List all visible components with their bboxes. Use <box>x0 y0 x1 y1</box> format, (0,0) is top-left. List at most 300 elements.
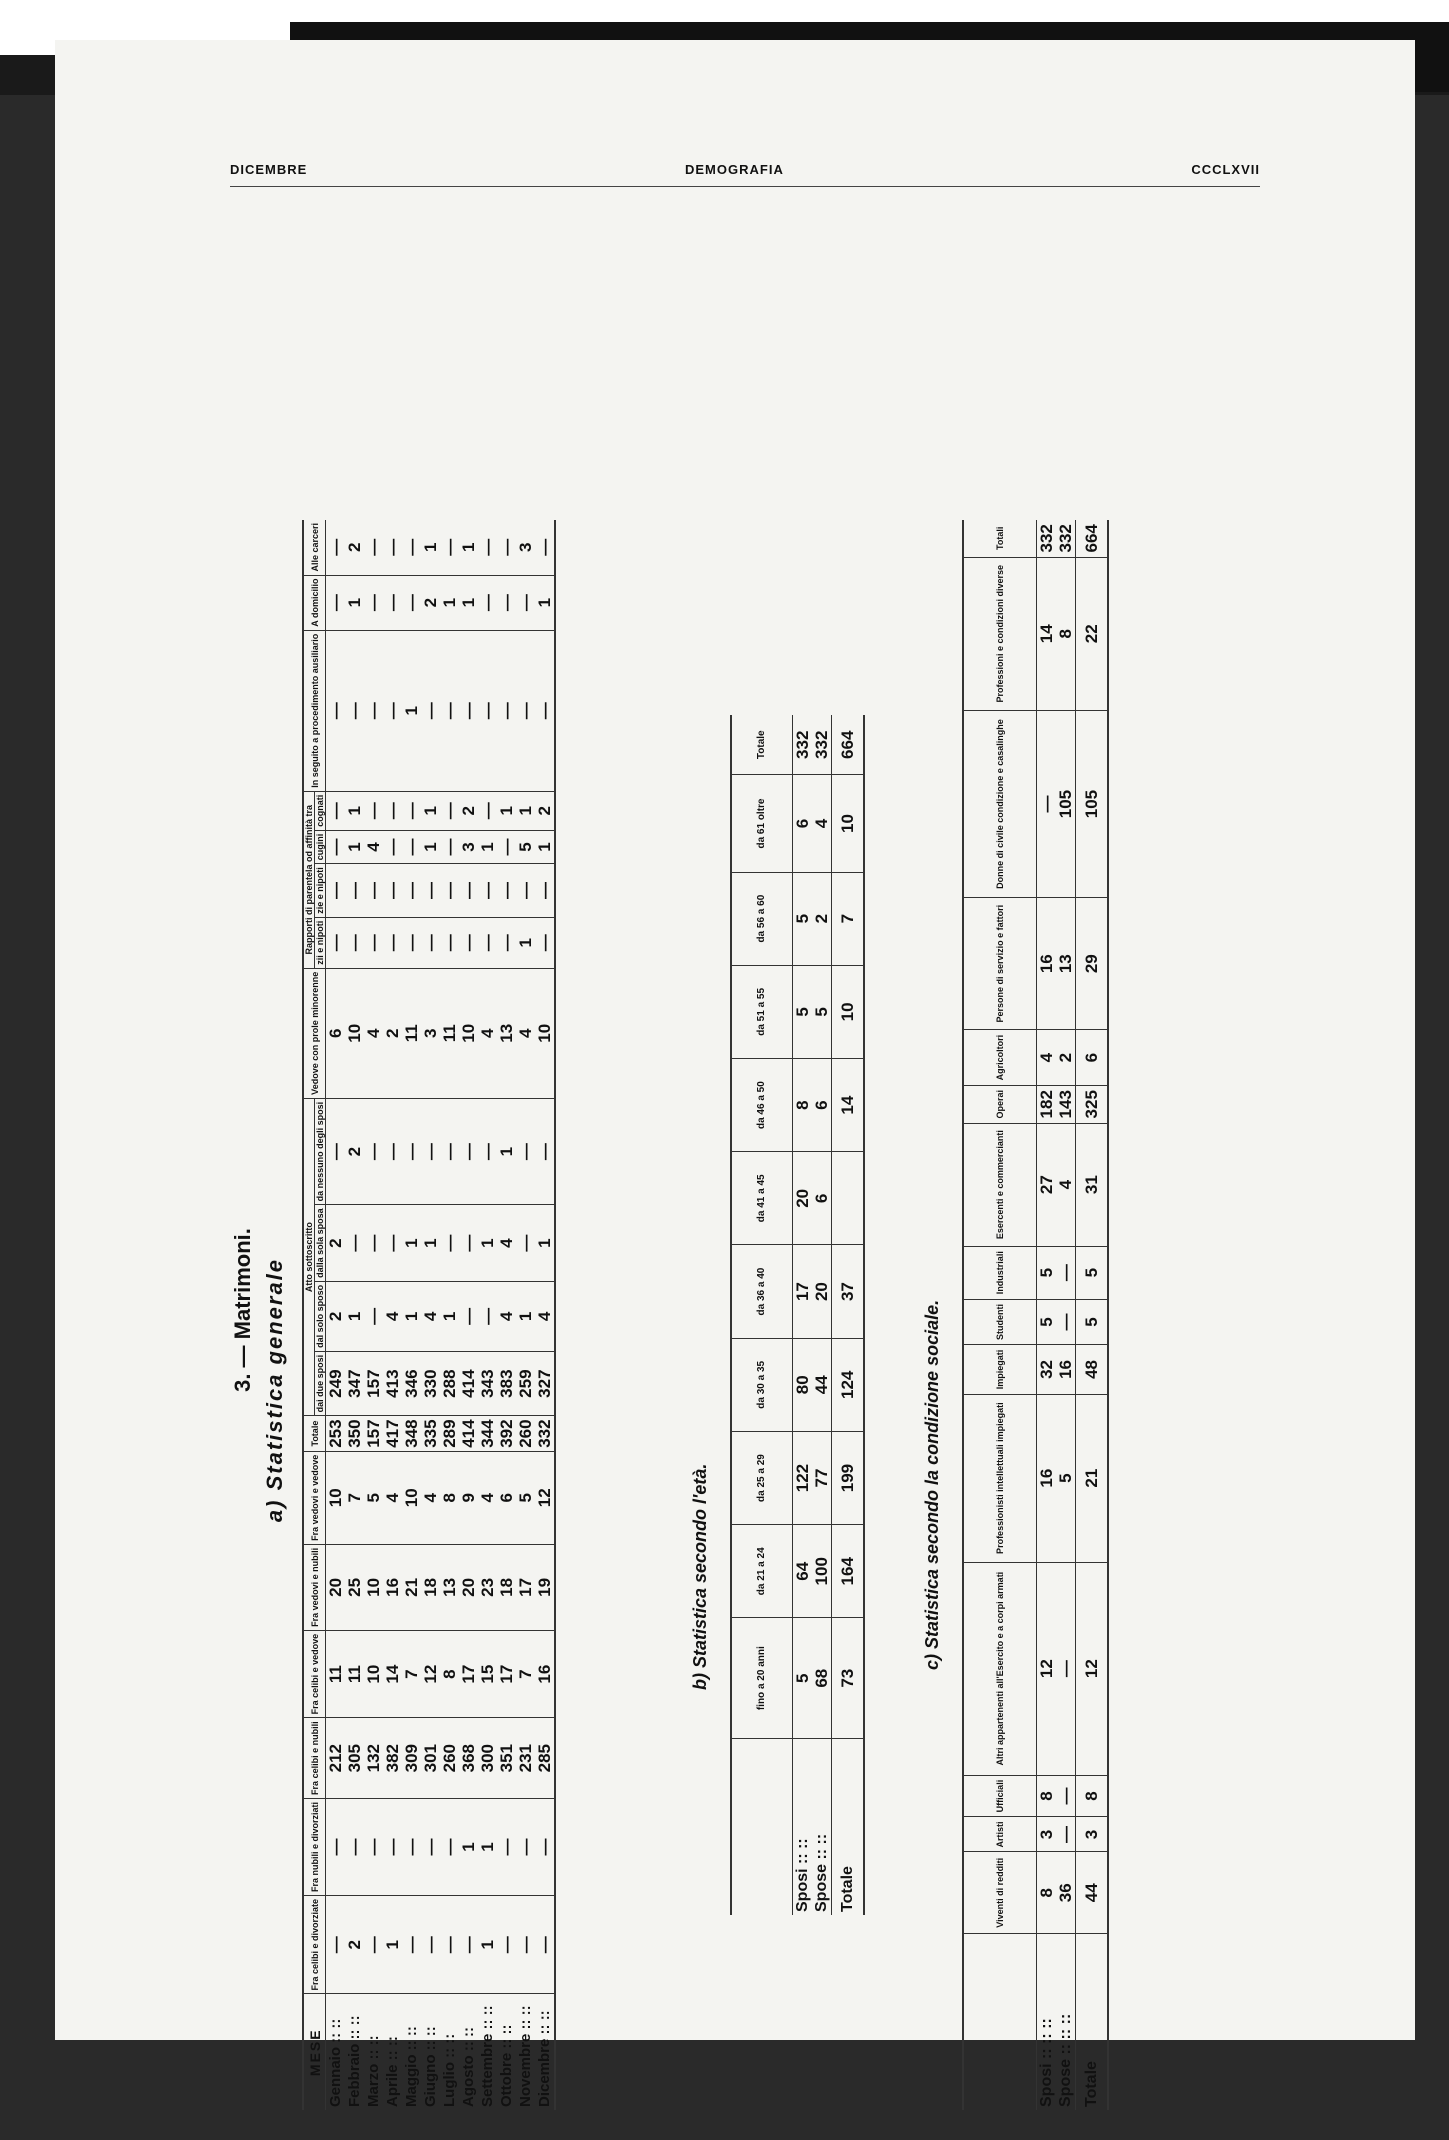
month-cell: Aprile :: :: <box>384 2036 401 2107</box>
value-cell: 10 <box>535 968 555 1098</box>
value-cell: 5 <box>812 965 832 1058</box>
value-cell: 4 <box>383 1451 402 1544</box>
value-cell: 157 <box>364 1416 383 1451</box>
value-cell: 1 <box>459 520 478 575</box>
total-cell: 8 <box>1076 1775 1109 1817</box>
total-cell: 12 <box>1076 1562 1109 1775</box>
value-cell: 309 <box>402 1718 421 1799</box>
total-cell: 199 <box>832 1431 865 1524</box>
table-row <box>535 520 555 2110</box>
value-cell: 105 <box>1056 710 1076 897</box>
value-cell: 77 <box>812 1431 832 1524</box>
value-cell: — <box>440 791 459 830</box>
header-page-number: CCCLXVII <box>1191 162 1260 177</box>
value-cell: 17 <box>516 1544 535 1630</box>
value-cell: 260 <box>516 1416 535 1451</box>
header-section: DEMOGRAFIA <box>685 162 784 177</box>
value-cell: 10 <box>402 1451 421 1544</box>
value-cell: — <box>535 1098 555 1205</box>
total-cell: 29 <box>1076 898 1109 1030</box>
month-cell: Agosto :: :: <box>460 2027 477 2107</box>
value-cell: 332 <box>535 1416 555 1451</box>
col-header: dai due sposi <box>315 1351 326 1416</box>
value-cell: — <box>402 575 421 630</box>
condition-col-header: Professionisti intellettuali impiegati <box>963 1394 1037 1562</box>
condition-col-header: Agricoltori <box>963 1030 1037 1086</box>
value-cell: 122 <box>793 1431 813 1524</box>
value-cell: 212 <box>326 1718 346 1799</box>
value-cell: — <box>440 917 459 968</box>
value-cell: 2 <box>1056 1030 1076 1086</box>
value-cell: — <box>326 1895 346 1994</box>
value-cell: — <box>383 864 402 918</box>
value-cell: — <box>421 1798 440 1895</box>
value-cell: — <box>383 630 402 791</box>
value-cell: 4 <box>516 968 535 1098</box>
value-cell: 1 <box>478 1895 497 1994</box>
total-cell: 5 <box>1076 1299 1109 1345</box>
value-cell: 4 <box>364 830 383 864</box>
value-cell: — <box>440 520 459 575</box>
value-cell: 1 <box>345 791 364 830</box>
value-cell: — <box>364 1098 383 1205</box>
row-label: Spose :: :: <box>813 1833 830 1912</box>
value-cell: 3 <box>1037 1817 1057 1852</box>
value-cell: 4 <box>364 968 383 1098</box>
value-cell: — <box>535 864 555 918</box>
value-cell: — <box>440 864 459 918</box>
value-cell: 350 <box>345 1416 364 1451</box>
value-cell: 6 <box>326 968 346 1098</box>
value-cell: — <box>535 630 555 791</box>
value-cell: 7 <box>345 1451 364 1544</box>
table-general-statistics <box>302 520 556 2110</box>
value-cell: — <box>440 1205 459 1282</box>
col-header: dalla sola sposa <box>315 1205 326 1282</box>
value-cell: 5 <box>793 872 813 965</box>
value-cell: 1 <box>402 1205 421 1282</box>
value-cell: 382 <box>383 1718 402 1799</box>
age-col-header: da 41 a 45 <box>731 1152 793 1245</box>
value-cell: — <box>497 1895 516 1994</box>
value-cell: 15 <box>478 1630 497 1718</box>
value-cell: 6 <box>812 1152 832 1245</box>
value-cell: 11 <box>402 968 421 1098</box>
value-cell: 4 <box>535 1281 555 1351</box>
condition-col-header: Operai <box>963 1085 1037 1123</box>
value-cell: — <box>364 917 383 968</box>
value-cell: 17 <box>459 1630 478 1718</box>
value-cell: — <box>364 864 383 918</box>
value-cell: — <box>364 1895 383 1994</box>
age-col-header: fino a 20 anni <box>731 1618 793 1739</box>
table-row <box>459 520 478 2110</box>
value-cell: 330 <box>421 1351 440 1416</box>
value-cell: — <box>497 1798 516 1895</box>
value-cell: — <box>478 791 497 830</box>
value-cell: 5 <box>793 965 813 1058</box>
col-header: dal solo sposo <box>315 1281 326 1351</box>
value-cell: — <box>364 1281 383 1351</box>
value-cell: 332 <box>812 715 832 775</box>
value-cell: 10 <box>364 1630 383 1718</box>
value-cell: — <box>516 1895 535 1994</box>
value-cell: — <box>440 1098 459 1205</box>
total-cell: 664 <box>1076 520 1109 557</box>
condition-col-header: Studenti <box>963 1299 1037 1345</box>
value-cell: 182 <box>1037 1085 1057 1123</box>
value-cell: — <box>478 1281 497 1351</box>
value-cell: — <box>383 1798 402 1895</box>
value-cell: 8 <box>1056 557 1076 710</box>
value-cell: 1 <box>440 1281 459 1351</box>
value-cell: 5 <box>1056 1394 1076 1562</box>
value-cell: 2 <box>459 791 478 830</box>
value-cell: — <box>383 830 402 864</box>
total-cell: 7 <box>832 872 865 965</box>
month-cell: Ottobre :: :: <box>498 2024 515 2107</box>
col-header: Fra celibi e nubili <box>303 1718 326 1799</box>
value-cell: 16 <box>383 1544 402 1630</box>
value-cell: 383 <box>497 1351 516 1416</box>
value-cell: 2 <box>812 872 832 965</box>
value-cell: 13 <box>440 1544 459 1630</box>
value-cell: — <box>402 864 421 918</box>
value-cell: — <box>440 1798 459 1895</box>
value-cell: 260 <box>440 1718 459 1799</box>
value-cell: — <box>383 1205 402 1282</box>
value-cell: — <box>326 520 346 575</box>
value-cell: — <box>1056 1817 1076 1852</box>
value-cell: 413 <box>383 1351 402 1416</box>
header-rule <box>230 186 1260 187</box>
value-cell: — <box>459 1895 478 1994</box>
value-cell: — <box>421 1895 440 1994</box>
value-cell: — <box>402 1895 421 1994</box>
value-cell: — <box>402 917 421 968</box>
value-cell: 8 <box>440 1451 459 1544</box>
value-cell: 25 <box>345 1544 364 1630</box>
table-row <box>516 520 535 2110</box>
value-cell: 285 <box>535 1718 555 1799</box>
value-cell: — <box>535 917 555 968</box>
total-cell: 48 <box>1076 1345 1109 1394</box>
value-cell: — <box>516 630 535 791</box>
condition-col-header: Artisti <box>963 1817 1037 1852</box>
value-cell: — <box>326 791 346 830</box>
month-cell: Novembre :: :: <box>517 2005 534 2107</box>
value-cell: — <box>364 1798 383 1895</box>
total-cell: 10 <box>832 965 865 1058</box>
value-cell: 23 <box>478 1544 497 1630</box>
value-cell: 414 <box>459 1416 478 1451</box>
value-cell: — <box>402 830 421 864</box>
col-header: Fra celibi e vedove <box>303 1630 326 1718</box>
table-row <box>345 520 364 2110</box>
value-cell: 1 <box>421 1205 440 1282</box>
value-cell: — <box>421 864 440 918</box>
condition-col-header: Impiegati <box>963 1345 1037 1394</box>
total-row <box>832 715 865 1915</box>
value-cell: — <box>478 864 497 918</box>
value-cell: — <box>478 520 497 575</box>
value-cell: 20 <box>793 1152 813 1245</box>
value-cell: 392 <box>497 1416 516 1451</box>
table-row <box>793 715 813 1915</box>
value-cell: 1 <box>402 630 421 791</box>
page-title: 3. — Matrimoni. <box>230 1228 255 1392</box>
value-cell: 4 <box>497 1205 516 1282</box>
value-cell: — <box>459 1205 478 1282</box>
value-cell: 8 <box>440 1630 459 1718</box>
condition-col-header: Donne di civile condizione e casalinghe <box>963 710 1037 897</box>
value-cell: 4 <box>1056 1123 1076 1246</box>
condition-col-header: Altri appartenenti all'Esercito e a corpi armati <box>963 1562 1037 1775</box>
section-a-title: a) Statistica generale <box>262 1257 287 1523</box>
age-col-header: da 61 oltre <box>731 775 793 872</box>
value-cell: — <box>497 830 516 864</box>
value-cell: 6 <box>812 1058 832 1151</box>
table-row <box>383 520 402 2110</box>
col-header: Vedove con prole minorenne <box>303 968 326 1098</box>
table-row <box>1037 520 1057 2110</box>
value-cell: — <box>459 1281 478 1351</box>
value-cell: — <box>478 1098 497 1205</box>
value-cell: 1 <box>421 520 440 575</box>
value-cell: — <box>459 630 478 791</box>
value-cell: 10 <box>345 968 364 1098</box>
col-header: Fra celibi e divorziate <box>303 1895 326 1994</box>
value-cell: — <box>326 917 346 968</box>
value-cell: 2 <box>326 1205 346 1282</box>
value-cell: — <box>516 1798 535 1895</box>
value-cell: 8 <box>1037 1775 1057 1817</box>
value-cell: 4 <box>497 1281 516 1351</box>
value-cell: 300 <box>478 1718 497 1799</box>
value-cell: — <box>1056 1246 1076 1299</box>
col-header: Fra vedovi e nubili <box>303 1544 326 1630</box>
value-cell: 16 <box>1037 898 1057 1030</box>
section-b-title: b) Statistica secondo l'età. <box>690 1463 710 1690</box>
col-header: cugini <box>315 830 326 864</box>
value-cell: 17 <box>497 1630 516 1718</box>
value-cell: — <box>383 917 402 968</box>
value-cell: 1 <box>421 830 440 864</box>
value-cell: 348 <box>402 1416 421 1451</box>
col-header: Totale <box>303 1416 326 1451</box>
value-cell: 259 <box>516 1351 535 1416</box>
total-cell: 124 <box>832 1338 865 1431</box>
table-row <box>421 520 440 2110</box>
value-cell: 3 <box>421 968 440 1098</box>
value-cell: 20 <box>326 1544 346 1630</box>
condition-col-header: Viventi di redditi <box>963 1852 1037 1934</box>
value-cell: 1 <box>478 1798 497 1895</box>
month-cell: Settembre :: :: <box>479 2005 496 2107</box>
value-cell: 143 <box>1056 1085 1076 1123</box>
value-cell: 11 <box>440 968 459 1098</box>
value-cell: 1 <box>345 575 364 630</box>
value-cell: 9 <box>459 1451 478 1544</box>
table-age-statistics <box>730 715 865 1915</box>
table-row <box>440 520 459 2110</box>
value-cell: — <box>421 630 440 791</box>
value-cell: 5 <box>364 1451 383 1544</box>
row-label: Sposi :: :: <box>794 1838 811 1912</box>
value-cell: 417 <box>383 1416 402 1451</box>
value-cell: 2 <box>345 1895 364 1994</box>
value-cell: 2 <box>383 968 402 1098</box>
value-cell: 12 <box>535 1451 555 1544</box>
value-cell: 1 <box>459 1798 478 1895</box>
value-cell: 157 <box>364 1351 383 1416</box>
value-cell: 13 <box>1056 898 1076 1030</box>
month-cell: Giugno :: :: <box>422 2026 439 2107</box>
age-col-header: da 25 a 29 <box>731 1431 793 1524</box>
value-cell: 27 <box>1037 1123 1057 1246</box>
col-header: Alle carceri <box>303 520 326 575</box>
col-header: Fra nubili e divorziati <box>303 1798 326 1895</box>
value-cell: 68 <box>812 1618 832 1739</box>
value-cell: 16 <box>535 1630 555 1718</box>
table-row <box>402 520 421 2110</box>
value-cell: 8 <box>1037 1852 1057 1934</box>
value-cell: 249 <box>326 1351 346 1416</box>
value-cell: 3 <box>516 520 535 575</box>
value-cell: 7 <box>402 1630 421 1718</box>
value-cell: 347 <box>345 1351 364 1416</box>
value-cell: — <box>478 917 497 968</box>
condition-col-header: Industriali <box>963 1246 1037 1299</box>
value-cell: — <box>440 830 459 864</box>
value-cell: — <box>1056 1775 1076 1817</box>
total-cell: 73 <box>832 1618 865 1739</box>
total-row <box>1076 520 1109 2110</box>
value-cell: 231 <box>516 1718 535 1799</box>
value-cell: 1 <box>383 1895 402 1994</box>
value-cell: 1 <box>345 1281 364 1351</box>
value-cell: — <box>364 575 383 630</box>
value-cell: 10 <box>326 1451 346 1544</box>
value-cell: — <box>345 917 364 968</box>
value-cell: 4 <box>421 1451 440 1544</box>
value-cell: 1 <box>535 830 555 864</box>
total-cell: 22 <box>1076 557 1109 710</box>
value-cell: 17 <box>793 1245 813 1338</box>
value-cell: — <box>383 791 402 830</box>
value-cell: 8 <box>793 1058 813 1151</box>
value-cell: — <box>516 1205 535 1282</box>
value-cell: 335 <box>421 1416 440 1451</box>
value-cell: 4 <box>478 968 497 1098</box>
value-cell: 14 <box>383 1630 402 1718</box>
month-cell: Luglio :: :: <box>441 2033 458 2107</box>
value-cell: — <box>383 575 402 630</box>
value-cell: 351 <box>497 1718 516 1799</box>
value-cell: 64 <box>793 1525 813 1618</box>
col-header: Fra vedovi e vedove <box>303 1451 326 1544</box>
value-cell: 1 <box>478 1205 497 1282</box>
value-cell: 2 <box>535 791 555 830</box>
condition-col-header: Totali <box>963 520 1037 557</box>
total-cell <box>832 1152 865 1245</box>
value-cell: 100 <box>812 1525 832 1618</box>
value-cell: 332 <box>1037 520 1057 557</box>
value-cell: — <box>535 1798 555 1895</box>
col-header: da nessuno degli sposi <box>315 1098 326 1205</box>
value-cell: — <box>421 917 440 968</box>
value-cell: — <box>364 791 383 830</box>
value-cell: 4 <box>812 775 832 872</box>
col-header: zie e nipoti <box>315 864 326 918</box>
age-col-header: da 21 a 24 <box>731 1525 793 1618</box>
condition-col-header: Ufficiali <box>963 1775 1037 1817</box>
value-cell: — <box>497 630 516 791</box>
value-cell: 5 <box>516 830 535 864</box>
table-row <box>812 715 832 1915</box>
value-cell: — <box>535 520 555 575</box>
value-cell: 2 <box>345 520 364 575</box>
rotated-content <box>0 500 1101 2140</box>
value-cell: 21 <box>402 1544 421 1630</box>
value-cell: — <box>326 575 346 630</box>
header-month: DICEMBRE <box>230 162 308 177</box>
value-cell: 18 <box>497 1544 516 1630</box>
value-cell: — <box>345 1205 364 1282</box>
value-cell: — <box>383 520 402 575</box>
group-header: Rapporti di parentela od affinità tra <box>303 791 315 968</box>
month-cell: Febbraio :: :: <box>346 2015 363 2107</box>
total-cell: 37 <box>832 1245 865 1338</box>
value-cell: 10 <box>459 968 478 1098</box>
value-cell: — <box>402 520 421 575</box>
value-cell: — <box>440 1895 459 1994</box>
value-cell: — <box>478 575 497 630</box>
total-cell: 105 <box>1076 710 1109 897</box>
value-cell: 12 <box>421 1630 440 1718</box>
value-cell: 80 <box>793 1338 813 1431</box>
total-cell: 325 <box>1076 1085 1109 1123</box>
value-cell: 11 <box>326 1630 346 1718</box>
table-row <box>326 520 346 2110</box>
corner-cell <box>731 1739 793 1916</box>
value-cell: — <box>402 1798 421 1895</box>
value-cell: 346 <box>402 1351 421 1416</box>
value-cell: 16 <box>1056 1345 1076 1394</box>
month-cell: Marzo :: :: <box>365 2035 382 2107</box>
value-cell: 32 <box>1037 1345 1057 1394</box>
value-cell: — <box>497 864 516 918</box>
value-cell: 36 <box>1056 1852 1076 1934</box>
value-cell: — <box>326 864 346 918</box>
month-cell: Dicembre :: :: <box>536 2010 553 2107</box>
value-cell: — <box>535 1895 555 1994</box>
value-cell: 253 <box>326 1416 346 1451</box>
value-cell: — <box>364 520 383 575</box>
value-cell: 1 <box>535 1205 555 1282</box>
value-cell: 2 <box>421 575 440 630</box>
value-cell: — <box>459 864 478 918</box>
col-header: In seguito a procedimento ausiliario <box>303 630 326 791</box>
value-cell: 289 <box>440 1416 459 1451</box>
value-cell: — <box>497 520 516 575</box>
table-row <box>1056 520 1076 2110</box>
value-cell: — <box>516 1098 535 1205</box>
section-c-title: c) Statistica secondo la condizione sociale. <box>922 1299 942 1670</box>
value-cell: 2 <box>326 1281 346 1351</box>
value-cell: 332 <box>793 715 813 775</box>
row-label: Spose :: :: :: <box>1057 2013 1074 2107</box>
